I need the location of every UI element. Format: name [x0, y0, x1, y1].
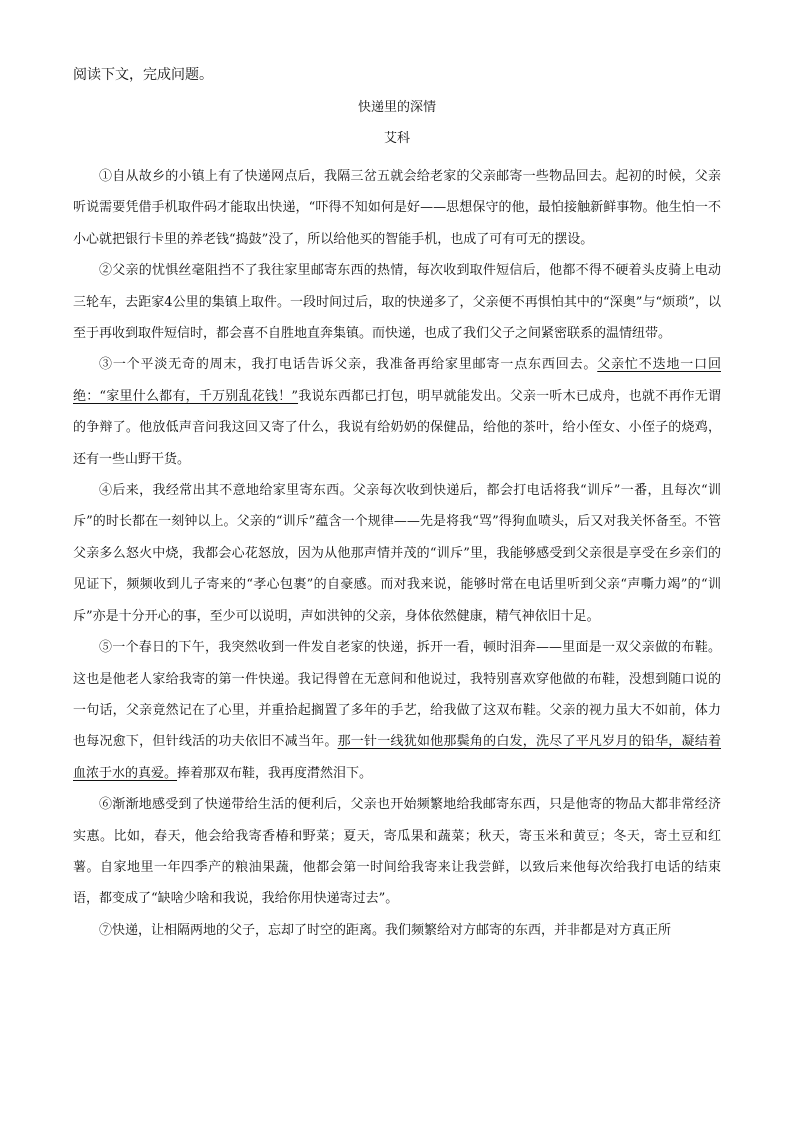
- article-author: 艾科: [383, 131, 410, 146]
- paragraph-text: ②父亲的忧惧丝毫阻挡不了我往家里邮寄东西的热情，每次收到取件短信后，他都不得不硬着头皮骑上电动三轮车，去距家4公里的集镇上取件。一段时间过后，取的快递多了，父亲便不再惧怕其中的“深奥”与“烦琐”，以至于再收到取件短信时，都会喜不自胜地直奔集镇。而快递，也成了我们父子之间紧密联系的温情纽带。: [73, 263, 721, 342]
- paragraph-4: [73, 475, 721, 632]
- paragraph-text: ④后来，我经常出其不意地给家里寄东西。父亲每次收到快递后，都会打电话将我“训斥”一番，且每次“训斥”的时长都在一刻钟以上。父亲的“训斥”蕴含一个规律——先是将我“骂”得狗血喷头，后又对我关怀备至。不管父亲多么怒火中烧，我都会心花怒放，因为从他那声情并茂的“训斥”里，我能够感受到父亲很是享受在乡亲们的见证下，频频收到儿子寄来的“孝心包裹”的自豪感。而对我来说，能够时常在电话里听到父亲“声嘶力竭”的“训斥”亦是十分开心的事，至少可以说明，声如洪钟的父亲，身体依然健康，精气神依旧十足。: [73, 483, 721, 624]
- paragraph-6: [73, 789, 721, 915]
- paragraph-2: [73, 255, 721, 349]
- paragraph-5: [73, 632, 721, 789]
- paragraph-7: [73, 915, 721, 946]
- paragraph-text: ③一个平淡无奇的周末，我打电话告诉父亲，我准备再给家里邮寄一点东西回去。: [99, 357, 598, 373]
- paragraph-text: ⑥渐渐地感受到了快递带给生活的便利后，父亲也开始频繁地给我邮寄东西，只是他寄的物品大都非常经济实惠。比如，春天，他会给我寄香椿和野菜；夏天，寄瓜果和蔬菜；秋天，寄玉米和黄豆；冬天，寄土豆和红薯。自家地里一年四季产的粮油果蔬，他都会第一时间给我寄来让我尝鲜，以致后来他每次给我打电话的结束语，都变成了“缺啥少啥和我说，我给你用快递寄过去”。: [73, 797, 721, 907]
- article-body: [73, 161, 721, 946]
- underlined-text: 父亲忙不迭地一口回绝：“家里什么都有，千万别乱花钱！”: [73, 357, 721, 404]
- article-title: 快递里的深情: [357, 100, 436, 115]
- paragraph-1: [73, 161, 721, 255]
- paragraph-text: ⑤一个春日的下午，我突然收到一件发自老家的快递，拆开一看，顿时泪奔——里面是一双父亲做的布鞋。这也是他老人家给我寄的第一件快递。我记得曾在无意间和他说过，我特别喜欢穿他做的布鞋，没想到随口说的一句话，父亲竟然记在了心里，并重拾起搁置了多年的手艺，给我做了这双布鞋。父亲的视力虽大不如前，体力也每况愈下，但针线活的功夫依旧不减当年。: [73, 640, 721, 750]
- paragraph-text: ⑦快递，让相隔两地的父子，忘却了时空的距离。我们频繁给对方邮寄的东西，并非都是对方真正所: [99, 922, 672, 938]
- paragraph-text: 捧着那双布鞋，我再度潸然泪下。: [177, 765, 373, 781]
- paragraph-text: ①自从故乡的小镇上有了快递网点后，我隔三岔五就会给老家的父亲邮寄一些物品回去。起初的时候，父亲听说需要凭借手机取件码才能取出快递，“吓得不知如何是好——思想保守的他，最怕接触新鲜事物。他生怕一不小心就把银行卡里的养老钱“捣鼓”没了，所以给他买的智能手机，也成了可有可无的摆设。: [73, 169, 721, 247]
- underlined-text: 那一针一线犹如他那鬓角的白发，洗尽了平凡岁月的铅华，凝结着血浓于水的真爱。: [73, 734, 721, 781]
- paragraph-3: [73, 349, 721, 475]
- instruction-text: 阅读下文，完成问题。: [73, 66, 213, 82]
- paragraph-text: 我说东西都已打包，明早就能发出。父亲一听木已成舟，也就不再作无谓的争辩了。他放低声音问我这回又寄了什么，我说有给奶奶的保健品，给他的茶叶，给小侄女、小侄子的烧鸡，还有一些山野干货。: [73, 388, 721, 467]
